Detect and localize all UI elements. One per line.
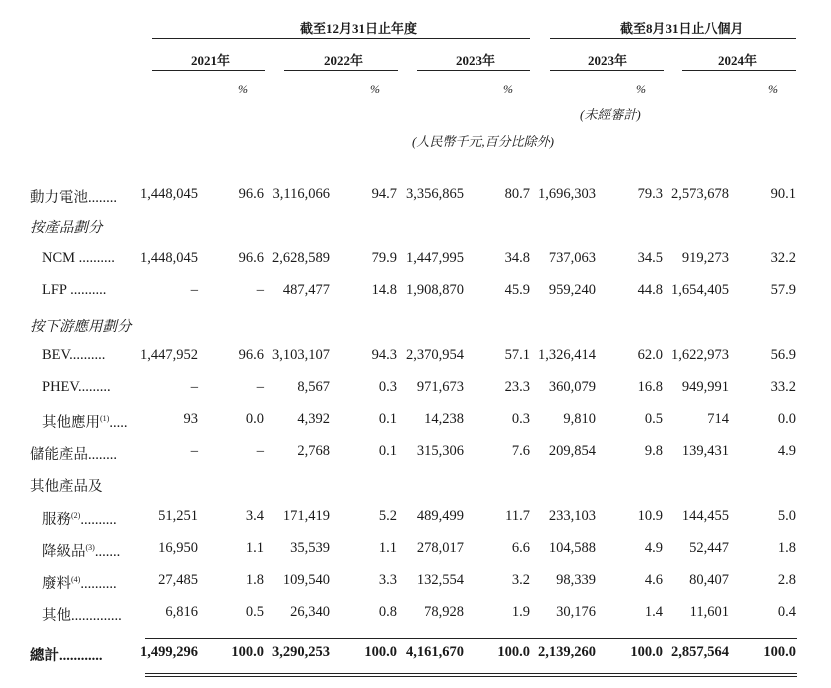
- amount-cell: 714: [707, 411, 729, 427]
- amount-cell: 26,340: [290, 604, 330, 620]
- pct-header-2024-interim: %: [768, 82, 778, 96]
- amount-cell: 489,499: [416, 508, 464, 524]
- table-row: [0, 604, 831, 628]
- table-row: [0, 411, 831, 435]
- header-group-eight-months: 截至8月31日止八個月: [620, 21, 744, 36]
- row-label-text: PHEV: [42, 379, 78, 395]
- percent-cell: 23.3: [504, 379, 530, 395]
- leader-dots: ..............: [71, 608, 122, 624]
- percent-cell: 10.9: [637, 508, 663, 524]
- row-label-text: 其他: [42, 608, 71, 624]
- percent-cell: 14.8: [371, 282, 397, 298]
- row-label-text: 按下游應用劃分: [30, 319, 132, 335]
- row-label-text: 廢料: [42, 576, 71, 592]
- table-row: [0, 347, 831, 371]
- percent-cell: 4.9: [777, 443, 796, 459]
- row-label-text: 儲能產品: [30, 447, 88, 463]
- amount-cell: 1,447,995: [406, 250, 464, 266]
- amount-cell: 8,567: [297, 379, 330, 395]
- unaudited-note: (未經審計): [580, 107, 641, 122]
- row-label: [42, 379, 111, 396]
- amount-cell: 3,116,066: [272, 186, 330, 202]
- leader-dots: ..........: [66, 282, 107, 298]
- leader-dots: .......: [94, 544, 121, 560]
- percent-cell: 100.0: [231, 644, 264, 660]
- header-rule-2021: [152, 70, 265, 71]
- percent-cell: 0.3: [378, 379, 397, 395]
- footnote-marker: (1): [100, 414, 110, 424]
- amount-cell: 14,238: [424, 411, 464, 427]
- percent-cell: 34.8: [504, 250, 530, 266]
- percent-cell: 1.9: [511, 604, 530, 620]
- percent-cell: 3.4: [245, 508, 264, 524]
- total-row: [0, 644, 831, 668]
- percent-cell: 4.6: [644, 572, 663, 588]
- amount-cell: 1,622,973: [671, 347, 729, 363]
- percent-cell: 1.1: [245, 540, 264, 556]
- amount-cell: 959,240: [548, 282, 596, 298]
- amount-cell: 93: [183, 411, 198, 427]
- row-label: [30, 216, 103, 237]
- row-label: [42, 540, 120, 561]
- percent-cell: 32.2: [770, 250, 796, 266]
- leader-dots: ........: [88, 190, 117, 206]
- amount-cell: 1,448,045: [140, 186, 198, 202]
- footnote-marker: (4): [71, 575, 81, 585]
- table-row: [0, 443, 831, 467]
- section-header-row: [0, 216, 831, 240]
- header-year-2024-interim: 2024年: [718, 53, 758, 68]
- percent-cell: 2.8: [777, 572, 796, 588]
- percent-cell: 56.9: [770, 347, 796, 363]
- row-label: [42, 250, 115, 267]
- percent-cell: 5.0: [777, 508, 796, 524]
- row-label: [42, 347, 105, 364]
- row-label: [42, 282, 106, 299]
- pct-header-2021: %: [238, 82, 248, 96]
- amount-cell: 132,554: [416, 572, 464, 588]
- pct-header-2022: %: [370, 82, 380, 96]
- percent-cell: 79.3: [637, 186, 663, 202]
- amount-cell: 1,326,414: [538, 347, 596, 363]
- amount-cell: 971,673: [416, 379, 464, 395]
- percent-cell: 96.6: [238, 186, 264, 202]
- amount-cell: 1,654,405: [671, 282, 729, 298]
- amount-cell: 27,485: [158, 572, 198, 588]
- amount-cell: –: [190, 443, 198, 459]
- amount-cell: 171,419: [282, 508, 330, 524]
- row-label-text: 其他產品及: [30, 479, 103, 495]
- amount-cell: 2,768: [297, 443, 330, 459]
- percent-cell: 9.8: [644, 443, 663, 459]
- amount-cell: 109,540: [282, 572, 330, 588]
- row-label-text: 服務: [42, 512, 71, 528]
- header-rule-group2: [550, 38, 796, 39]
- percent-cell: 96.6: [238, 347, 264, 363]
- amount-cell: 315,306: [416, 443, 464, 459]
- amount-cell: 80,407: [689, 572, 729, 588]
- amount-cell: 2,573,678: [671, 186, 729, 202]
- percent-cell: 94.7: [371, 186, 397, 202]
- percent-cell: –: [256, 443, 264, 459]
- amount-cell: 51,251: [158, 508, 198, 524]
- header-rule-2024-interim: [682, 70, 796, 71]
- amount-cell: 3,103,107: [272, 347, 330, 363]
- percent-cell: 45.9: [504, 282, 530, 298]
- header-rule-2022: [284, 70, 398, 71]
- amount-cell: 1,696,303: [538, 186, 596, 202]
- amount-cell: 1,908,870: [406, 282, 464, 298]
- percent-cell: 94.3: [371, 347, 397, 363]
- row-label: [30, 644, 103, 665]
- amount-cell: 487,477: [282, 282, 330, 298]
- row-label: [42, 508, 117, 529]
- percent-cell: 90.1: [770, 186, 796, 202]
- amount-cell: 2,628,589: [272, 250, 330, 266]
- row-label-text: NCM: [42, 250, 76, 266]
- percent-cell: 6.6: [511, 540, 530, 556]
- percent-cell: 100.0: [364, 644, 397, 660]
- amount-cell: 52,447: [689, 540, 729, 556]
- percent-cell: 0.3: [511, 411, 530, 427]
- percent-cell: 57.9: [770, 282, 796, 298]
- amount-cell: 4,161,670: [406, 644, 464, 660]
- row-label-text: 動力電池: [30, 190, 88, 206]
- amount-cell: 104,588: [548, 540, 596, 556]
- total-bottom-rule-1: [145, 673, 797, 674]
- amount-cell: 360,079: [548, 379, 596, 395]
- row-label-text: 總計: [30, 648, 59, 664]
- footnote-marker: (2): [71, 511, 81, 521]
- amount-cell: 919,273: [681, 250, 729, 266]
- table-row: [0, 475, 831, 499]
- header-rule-2023: [417, 70, 530, 71]
- percent-cell: 11.7: [505, 508, 530, 524]
- leader-dots: ............: [59, 648, 103, 664]
- percent-cell: 96.6: [238, 250, 264, 266]
- percent-cell: 80.7: [504, 186, 530, 202]
- amount-cell: 3,290,253: [272, 644, 330, 660]
- leader-dots: ..........: [80, 576, 117, 592]
- amount-cell: 2,857,564: [671, 644, 729, 660]
- row-label: [30, 315, 132, 336]
- percent-cell: 62.0: [637, 347, 663, 363]
- percent-cell: 3.2: [511, 572, 530, 588]
- total-top-rule: [145, 638, 797, 639]
- row-label: [42, 411, 127, 432]
- leader-dots: ..........: [69, 347, 106, 363]
- amount-cell: 1,448,045: [140, 250, 198, 266]
- table-row: [0, 572, 831, 596]
- leader-dots: .....: [109, 415, 128, 431]
- total-bottom-rule-2: [145, 676, 797, 677]
- amount-cell: 737,063: [548, 250, 596, 266]
- section-header-row: [0, 315, 831, 339]
- percent-cell: 0.1: [378, 443, 397, 459]
- table-row: [0, 540, 831, 564]
- header-year-2023-interim: 2023年: [588, 53, 628, 68]
- footnote-marker: (3): [85, 543, 95, 553]
- amount-cell: 278,017: [416, 540, 464, 556]
- amount-cell: 35,539: [290, 540, 330, 556]
- leader-dots: ..........: [75, 250, 115, 266]
- header-year-2023: 2023年: [456, 53, 496, 68]
- percent-cell: –: [256, 282, 264, 298]
- header-group-year-end: 截至12月31日止年度: [300, 21, 418, 36]
- percent-cell: 0.8: [378, 604, 397, 620]
- row-label-text: 按產品劃分: [30, 220, 103, 236]
- percent-cell: 1.8: [245, 572, 264, 588]
- row-label: [42, 572, 117, 593]
- leader-dots: ..........: [80, 512, 117, 528]
- amount-cell: 144,455: [681, 508, 729, 524]
- percent-cell: –: [256, 379, 264, 395]
- amount-cell: 949,991: [681, 379, 729, 395]
- amount-cell: 11,601: [689, 604, 729, 620]
- amount-cell: 78,928: [424, 604, 464, 620]
- row-label: [30, 475, 103, 496]
- pct-header-2023-interim: %: [636, 82, 646, 96]
- table-row: [0, 250, 831, 274]
- amount-cell: 6,816: [165, 604, 198, 620]
- percent-cell: 0.4: [777, 604, 796, 620]
- percent-cell: 3.3: [378, 572, 397, 588]
- amount-cell: –: [190, 379, 198, 395]
- percent-cell: 16.8: [637, 379, 663, 395]
- amount-cell: 209,854: [548, 443, 596, 459]
- table-row: [0, 508, 831, 532]
- percent-cell: 100.0: [763, 644, 796, 660]
- amount-cell: 1,499,296: [140, 644, 198, 660]
- amount-cell: 2,370,954: [406, 347, 464, 363]
- table-row: [0, 282, 831, 306]
- pct-header-2023: %: [503, 82, 513, 96]
- row-label-text: BEV: [42, 347, 70, 363]
- row-label: [42, 604, 122, 625]
- percent-cell: 100.0: [630, 644, 663, 660]
- amount-cell: 233,103: [548, 508, 596, 524]
- percent-cell: 7.6: [511, 443, 530, 459]
- percent-cell: 0.5: [245, 604, 264, 620]
- percent-cell: 5.2: [378, 508, 397, 524]
- percent-cell: 1.1: [378, 540, 397, 556]
- amount-cell: –: [190, 282, 198, 298]
- unit-note: (人民幣千元,百分比除外): [412, 134, 554, 149]
- percent-cell: 34.5: [637, 250, 663, 266]
- header-rule-group1: [152, 38, 530, 39]
- percent-cell: 0.0: [777, 411, 796, 427]
- row-label-text: LFP: [42, 282, 67, 298]
- leader-dots: ........: [88, 447, 117, 463]
- percent-cell: 4.9: [644, 540, 663, 556]
- leader-dots: .........: [78, 379, 111, 395]
- table-row: [0, 186, 831, 210]
- amount-cell: 16,950: [158, 540, 198, 556]
- amount-cell: 98,339: [556, 572, 596, 588]
- amount-cell: 30,176: [556, 604, 596, 620]
- table-row: [0, 379, 831, 403]
- amount-cell: 3,356,865: [406, 186, 464, 202]
- percent-cell: 44.8: [637, 282, 663, 298]
- percent-cell: 1.8: [777, 540, 796, 556]
- amount-cell: 2,139,260: [538, 644, 596, 660]
- percent-cell: 100.0: [497, 644, 530, 660]
- row-label-text: 其他應用: [42, 415, 100, 431]
- header-year-2021: 2021年: [191, 53, 231, 68]
- amount-cell: 4,392: [297, 411, 330, 427]
- percent-cell: 0.0: [245, 411, 264, 427]
- row-label: [30, 186, 117, 207]
- row-label: [30, 443, 117, 464]
- percent-cell: 79.9: [371, 250, 397, 266]
- percent-cell: 1.4: [644, 604, 663, 620]
- percent-cell: 0.5: [644, 411, 663, 427]
- percent-cell: 33.2: [770, 379, 796, 395]
- percent-cell: 0.1: [378, 411, 397, 427]
- header-rule-2023-interim: [550, 70, 664, 71]
- row-label-text: 降級品: [42, 544, 86, 560]
- percent-cell: 57.1: [504, 347, 530, 363]
- amount-cell: 1,447,952: [140, 347, 198, 363]
- amount-cell: 9,810: [563, 411, 596, 427]
- header-year-2022: 2022年: [324, 53, 364, 68]
- amount-cell: 139,431: [681, 443, 729, 459]
